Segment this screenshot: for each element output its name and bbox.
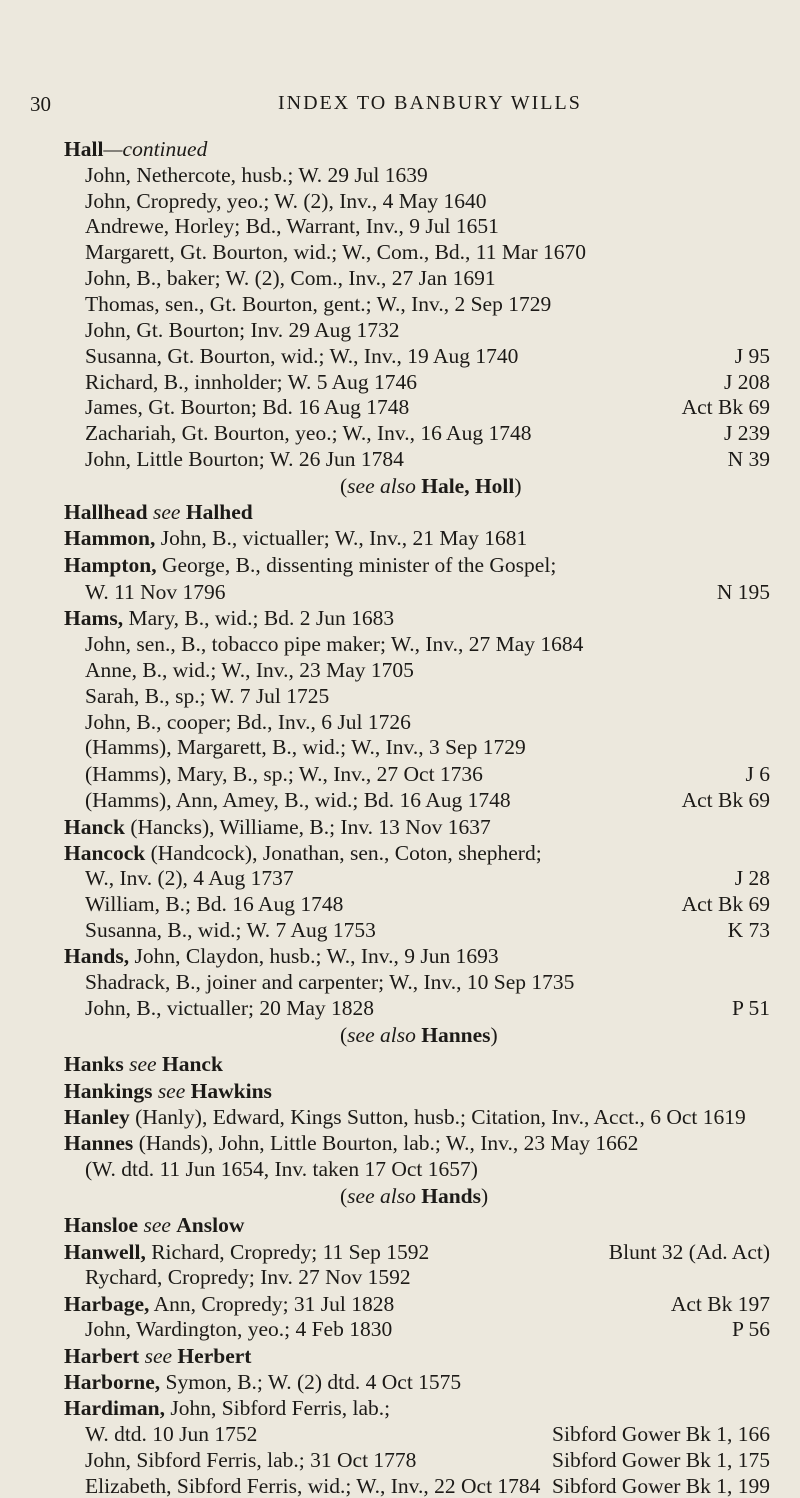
index-entry-line xyxy=(64,1240,429,1264)
entry-surname: Hanck xyxy=(64,815,125,839)
entry-reference: Blunt 32 (Ad. Act) xyxy=(608,1240,770,1264)
entry-reference: Act Bk 69 xyxy=(681,892,770,916)
index-entry-line xyxy=(85,344,518,368)
index-entry-line xyxy=(64,1131,638,1155)
entry-surname: Hale, Holl xyxy=(421,474,515,498)
index-entry-line xyxy=(85,580,226,604)
index-entry-line xyxy=(64,944,499,968)
entry-text: (Hamms), Ann, Amey, B., wid.; Bd. 16 Aug 1748 xyxy=(85,788,511,812)
index-entry-line xyxy=(85,970,574,994)
entry-text: John, Wardington, yeo.; 4 Feb 1830 xyxy=(85,1317,393,1341)
entry-text: Margarett, Gt. Bourton, wid.; W., Com., Bd., 11 Mar 1670 xyxy=(85,240,587,264)
index-entry-line xyxy=(85,1265,411,1289)
entry-reference: N 195 xyxy=(716,580,770,604)
entry-italic-text: see also xyxy=(347,1023,416,1047)
index-entry-line xyxy=(64,606,394,630)
entry-text: Thomas, sen., Gt. Bourton, gent.; W., Inv., 2 Sep 1729 xyxy=(85,292,552,316)
entry-surname: Harbage, xyxy=(64,1292,150,1316)
entry-reference: J 6 xyxy=(745,762,770,786)
index-entry-line xyxy=(85,684,329,708)
entry-text: ) xyxy=(490,1023,498,1047)
entry-italic-text: see xyxy=(153,500,181,524)
entry-surname: Hands xyxy=(421,1184,481,1208)
entry-text: ) xyxy=(480,1184,489,1208)
entry-text: (Hamms), Margarett, B., wid.; W., Inv., 3 Sep 1729 xyxy=(85,735,526,759)
entry-text: Susanna, Gt. Bourton, wid.; W., Inv., 19 Aug 1740 xyxy=(85,344,519,368)
index-entry-line xyxy=(85,735,526,759)
entry-reference: J 208 xyxy=(724,370,770,394)
entry-reference: J 28 xyxy=(734,866,770,890)
entry-text: Rychard, Cropredy; Inv. 27 Nov 1592 xyxy=(85,1265,411,1289)
entry-text: Richard, B., innholder; W. 5 Aug 1746 xyxy=(85,370,418,394)
entry-italic-text: —continued xyxy=(103,137,208,161)
page-number: 30 xyxy=(30,92,51,116)
entry-text: John, Cropredy, yeo.; W. (2), Inv., 4 May 1640 xyxy=(85,189,487,213)
entry-text: Richard, Cropredy; 11 Sep 1592 xyxy=(145,1240,430,1264)
index-entry-line xyxy=(85,658,414,682)
entry-text: (Hamms), Mary, B., sp.; W., Inv., 27 Oct 1736 xyxy=(85,762,483,786)
index-entry-line xyxy=(64,526,527,550)
index-entry-line xyxy=(85,292,551,316)
entry-italic-text: see xyxy=(129,1052,157,1076)
index-entry-line xyxy=(85,1317,392,1341)
index-entry-line xyxy=(64,553,556,577)
entry-reference: Act Bk 69 xyxy=(681,395,770,419)
entry-text: Symon, B.; W. (2) dtd. 4 Oct 1575 xyxy=(160,1370,462,1394)
index-entry-line xyxy=(85,370,417,394)
index-entry-line xyxy=(85,318,400,342)
index-entry-line xyxy=(85,421,531,445)
entry-surname: Hancock xyxy=(64,841,146,865)
entry-surname: Hansloe xyxy=(64,1213,139,1237)
entry-italic-text: see also xyxy=(347,1184,416,1208)
index-entry-line xyxy=(64,1396,390,1420)
entry-reference: Sibford Gower Bk 1, 166 xyxy=(552,1422,770,1446)
entry-text: John, Nethercote, husb.; W. 29 Jul 1639 xyxy=(85,163,428,187)
entry-text: Mary, B., wid.; Bd. 2 Jun 1683 xyxy=(123,606,395,630)
entry-reference: Act Bk 197 xyxy=(670,1292,770,1316)
entry-text: Zachariah, Gt. Bourton, yeo.; W., Inv., 16 Aug 1748 xyxy=(85,421,532,445)
index-entry-line xyxy=(85,1448,416,1472)
index-entry-line xyxy=(85,163,428,187)
entry-surname: Hanck xyxy=(161,1052,223,1076)
index-entry-line xyxy=(64,815,491,839)
entry-text: John, Gt. Bourton; Inv. 29 Aug 1732 xyxy=(85,318,400,342)
entry-text: Ann, Cropredy; 31 Jul 1828 xyxy=(149,1292,395,1316)
entry-surname: Hands, xyxy=(64,944,130,968)
index-entry-line xyxy=(64,137,207,161)
entry-italic-text: see xyxy=(143,1213,171,1237)
entry-reference: Sibford Gower Bk 1, 175 xyxy=(552,1448,770,1472)
page-header xyxy=(30,92,590,122)
entry-text: (Handcock), Jonathan, sen., Coton, shepherd; xyxy=(145,841,542,865)
index-entry-line xyxy=(340,1184,488,1208)
entry-text: James, Gt. Bourton; Bd. 16 Aug 1748 xyxy=(85,395,410,419)
entry-text: ( xyxy=(340,1023,348,1047)
index-entry-line xyxy=(85,918,376,942)
entry-text: John, B., cooper; Bd., Inv., 6 Jul 1726 xyxy=(85,710,411,734)
entry-surname: Halhed xyxy=(185,500,253,524)
entry-reference: J 95 xyxy=(734,344,770,368)
index-entry-line xyxy=(64,1292,394,1316)
index-entry-line xyxy=(85,395,409,419)
index-entry-line xyxy=(85,1157,478,1181)
entry-text: ) xyxy=(514,474,522,498)
index-entry-line xyxy=(64,1079,272,1103)
entry-text: Elizabeth, Sibford Ferris, wid.; W., Inv., 22 Oct 1784 xyxy=(85,1474,541,1498)
entry-reference: P 56 xyxy=(731,1317,770,1341)
entry-surname: Hanley xyxy=(64,1105,130,1129)
entry-reference: P 51 xyxy=(731,996,770,1020)
index-entry-line xyxy=(85,1474,540,1498)
entry-reference: Act Bk 69 xyxy=(681,788,770,812)
entry-surname: Hardiman, xyxy=(64,1396,165,1420)
entry-text: W., Inv. (2), 4 Aug 1737 xyxy=(85,866,294,890)
entry-text: Andrewe, Horley; Bd., Warrant, Inv., 9 Jul 1651 xyxy=(85,214,499,238)
index-entry-line xyxy=(85,866,294,890)
index-entry-line xyxy=(85,447,404,471)
index-entry-line xyxy=(64,841,542,865)
index-entry-line xyxy=(85,710,411,734)
entry-text: (Hanly), Edward, Kings Sutton, husb.; Citation, Inv., Acct., 6 Oct 1619 xyxy=(129,1105,746,1129)
entry-text: ( xyxy=(340,474,348,498)
index-entry-line xyxy=(340,474,522,498)
entry-text: William, B.; Bd. 16 Aug 1748 xyxy=(85,892,344,916)
entry-surname: Harborne, xyxy=(64,1370,161,1394)
index-entry-line xyxy=(85,1422,257,1446)
entry-text: Susanna, B., wid.; W. 7 Aug 1753 xyxy=(85,918,376,942)
index-entry-line xyxy=(64,1052,223,1076)
entry-reference: K 73 xyxy=(727,918,770,942)
entry-text: John, Little Bourton; W. 26 Jun 1784 xyxy=(85,447,404,471)
entry-text: W. 11 Nov 1796 xyxy=(85,580,226,604)
entry-text: (Hands), John, Little Bourton, lab.; W., Inv., 23 May 1662 xyxy=(133,1131,639,1155)
index-entry-line xyxy=(64,1105,746,1129)
entry-text: John, Claydon, husb.; W., Inv., 9 Jun 1693 xyxy=(129,944,499,968)
entry-surname: Hawkins xyxy=(190,1079,272,1103)
entry-surname: Hammon, xyxy=(64,526,156,550)
index-entry-line xyxy=(85,788,511,812)
index-entry-line xyxy=(340,1023,498,1047)
index-entry-line xyxy=(85,996,374,1020)
entry-text: John, sen., B., tobacco pipe maker; W., Inv., 27 May 1684 xyxy=(85,632,584,656)
index-entry-line xyxy=(85,632,583,656)
entry-surname: Hampton, xyxy=(64,553,157,577)
entry-italic-text: see xyxy=(144,1344,173,1368)
entry-reference: N 39 xyxy=(727,447,770,471)
index-entry-line xyxy=(85,189,487,213)
entry-italic-text: see also xyxy=(347,474,416,498)
entry-surname: Anslow xyxy=(176,1213,245,1237)
index-entry-line xyxy=(64,1370,461,1394)
index-entry-line xyxy=(85,266,496,290)
entry-surname: Herbert xyxy=(177,1344,252,1368)
index-entry-line xyxy=(85,762,483,786)
entry-text: Shadrack, B., joiner and carpenter; W., Inv., 10 Sep 1735 xyxy=(85,970,575,994)
entry-text: Sarah, B., sp.; W. 7 Jul 1725 xyxy=(85,684,330,708)
entry-text: John, B., victualler; 20 May 1828 xyxy=(85,996,375,1020)
index-entry-line xyxy=(64,1344,251,1368)
entry-text: (Hancks), Williame, B.; Inv. 13 Nov 1637 xyxy=(124,815,491,839)
entry-text: John, Sibford Ferris, lab.; 31 Oct 1778 xyxy=(85,1448,417,1472)
entry-surname: Hannes xyxy=(64,1131,134,1155)
index-entry-line xyxy=(85,214,499,238)
entry-reference: Sibford Gower Bk 1, 199 xyxy=(552,1474,770,1498)
index-entry-line xyxy=(85,892,343,916)
entry-text: Anne, B., wid.; W., Inv., 23 May 1705 xyxy=(85,658,414,682)
index-entry-line xyxy=(64,500,253,524)
index-entry-line xyxy=(64,1213,244,1237)
entry-surname: Harbert xyxy=(64,1344,140,1368)
entry-text: ( xyxy=(340,1184,348,1208)
entry-surname: Hanks xyxy=(64,1052,124,1076)
entry-text: John, Sibford Ferris, lab.; xyxy=(164,1396,391,1420)
entry-reference: J 239 xyxy=(724,421,770,445)
index-entry-line xyxy=(85,240,586,264)
entry-surname: Hams, xyxy=(64,606,124,630)
entry-surname: Hankings xyxy=(64,1079,153,1103)
entry-text: George, B., dissenting minister of the Gospel; xyxy=(156,553,557,577)
entry-surname: Hall xyxy=(64,137,104,161)
entry-text: John, B., baker; W. (2), Com., Inv., 27 Jan 1691 xyxy=(85,266,496,290)
entry-surname: Hanwell, xyxy=(64,1240,146,1264)
entry-text: W. dtd. 10 Jun 1752 xyxy=(85,1422,258,1446)
entry-surname: Hallhead xyxy=(64,500,148,524)
entry-italic-text: see xyxy=(157,1079,186,1103)
running-title: INDEX TO BANBURY WILLS xyxy=(278,92,582,114)
entry-text: John, B., victualler; W., Inv., 21 May 1681 xyxy=(155,526,528,550)
entry-surname: Hannes xyxy=(421,1023,491,1047)
entry-text: (W. dtd. 11 Jun 1654, Inv. taken 17 Oct 1657) xyxy=(85,1157,478,1181)
